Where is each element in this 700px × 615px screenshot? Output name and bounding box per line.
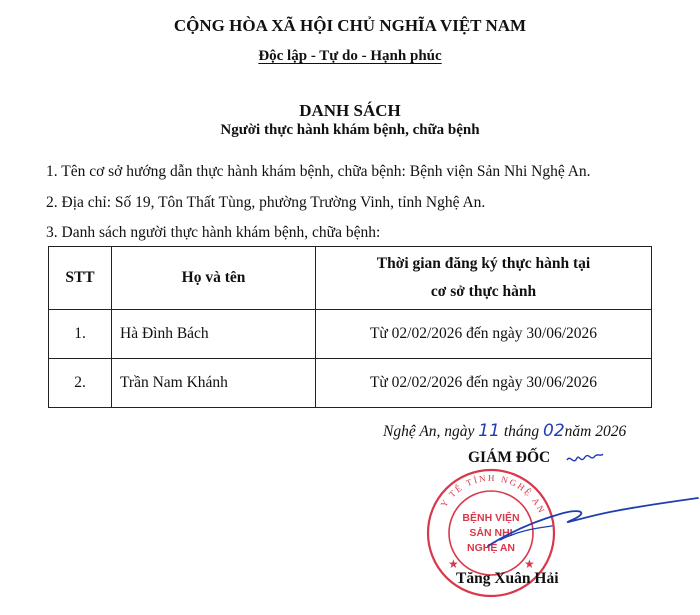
director-name: Tăng Xuân Hải xyxy=(456,570,559,587)
seal-ring-text: Y TẾ TỈNH NGHỆ AN xyxy=(438,472,548,517)
practitioner-table xyxy=(48,246,652,408)
seal-center-line-3: NGHỆ AN xyxy=(466,542,516,554)
date-month: 02 xyxy=(543,421,565,441)
date-prefix: Nghệ An, ngày xyxy=(383,423,479,440)
table-row xyxy=(49,310,652,359)
header-name: Họ và tên xyxy=(112,247,316,310)
seal-center-line-2: SẢN NHI xyxy=(469,527,513,539)
row-name: Trần Nam Khánh xyxy=(112,359,316,408)
row-stt: 1. xyxy=(49,310,112,359)
director-title: GIÁM ĐỐC xyxy=(468,449,551,466)
date-day: 11 xyxy=(478,421,500,441)
seal-star-icon: ★ xyxy=(524,557,535,571)
seal-center-line-1: BỆNH VIỆN xyxy=(462,512,520,524)
address-line: 2. Địa chỉ: Số 19, Tôn Thất Tùng, phường Trường Vinh, tỉnh Nghệ An. xyxy=(46,194,486,211)
director-signature xyxy=(440,448,700,568)
date-month-label: tháng xyxy=(499,423,543,440)
table-header-row xyxy=(49,247,652,310)
header-time xyxy=(316,247,652,310)
table-row xyxy=(49,359,652,408)
date-year: năm 2026 xyxy=(564,423,627,440)
list-intro-line: 3. Danh sách người thực hành khám bệnh, chữa bệnh: xyxy=(46,224,381,241)
row-time: Từ 02/02/2026 đến ngày 30/06/2026 xyxy=(316,310,652,359)
document-title: DANH SÁCH xyxy=(299,101,401,120)
document-subtitle: Người thực hành khám bệnh, chữa bệnh xyxy=(220,122,480,138)
header-time-line1: Thời gian đăng ký thực hành tại xyxy=(376,255,591,272)
header-stt: STT xyxy=(49,247,112,310)
row-time: Từ 02/02/2026 đến ngày 30/06/2026 xyxy=(316,359,652,408)
motto xyxy=(0,48,700,65)
motto-text: Độc lập - Tự do - Hạnh phúc xyxy=(258,48,442,64)
header-time-line2: cơ sở thực hành xyxy=(430,283,537,300)
row-name: Hà Đình Bách xyxy=(112,310,316,359)
date-line xyxy=(383,421,626,441)
seal-star-icon: ★ xyxy=(448,557,459,571)
national-title: CỘNG HÒA XÃ HỘI CHỦ NGHĨA VIỆT NAM xyxy=(173,16,527,35)
row-stt: 2. xyxy=(49,359,112,408)
facility-name-line: 1. Tên cơ sở hướng dẫn thực hành khám bệnh, chữa bệnh: Bệnh viện Sản Nhi Nghệ An. xyxy=(46,163,591,180)
